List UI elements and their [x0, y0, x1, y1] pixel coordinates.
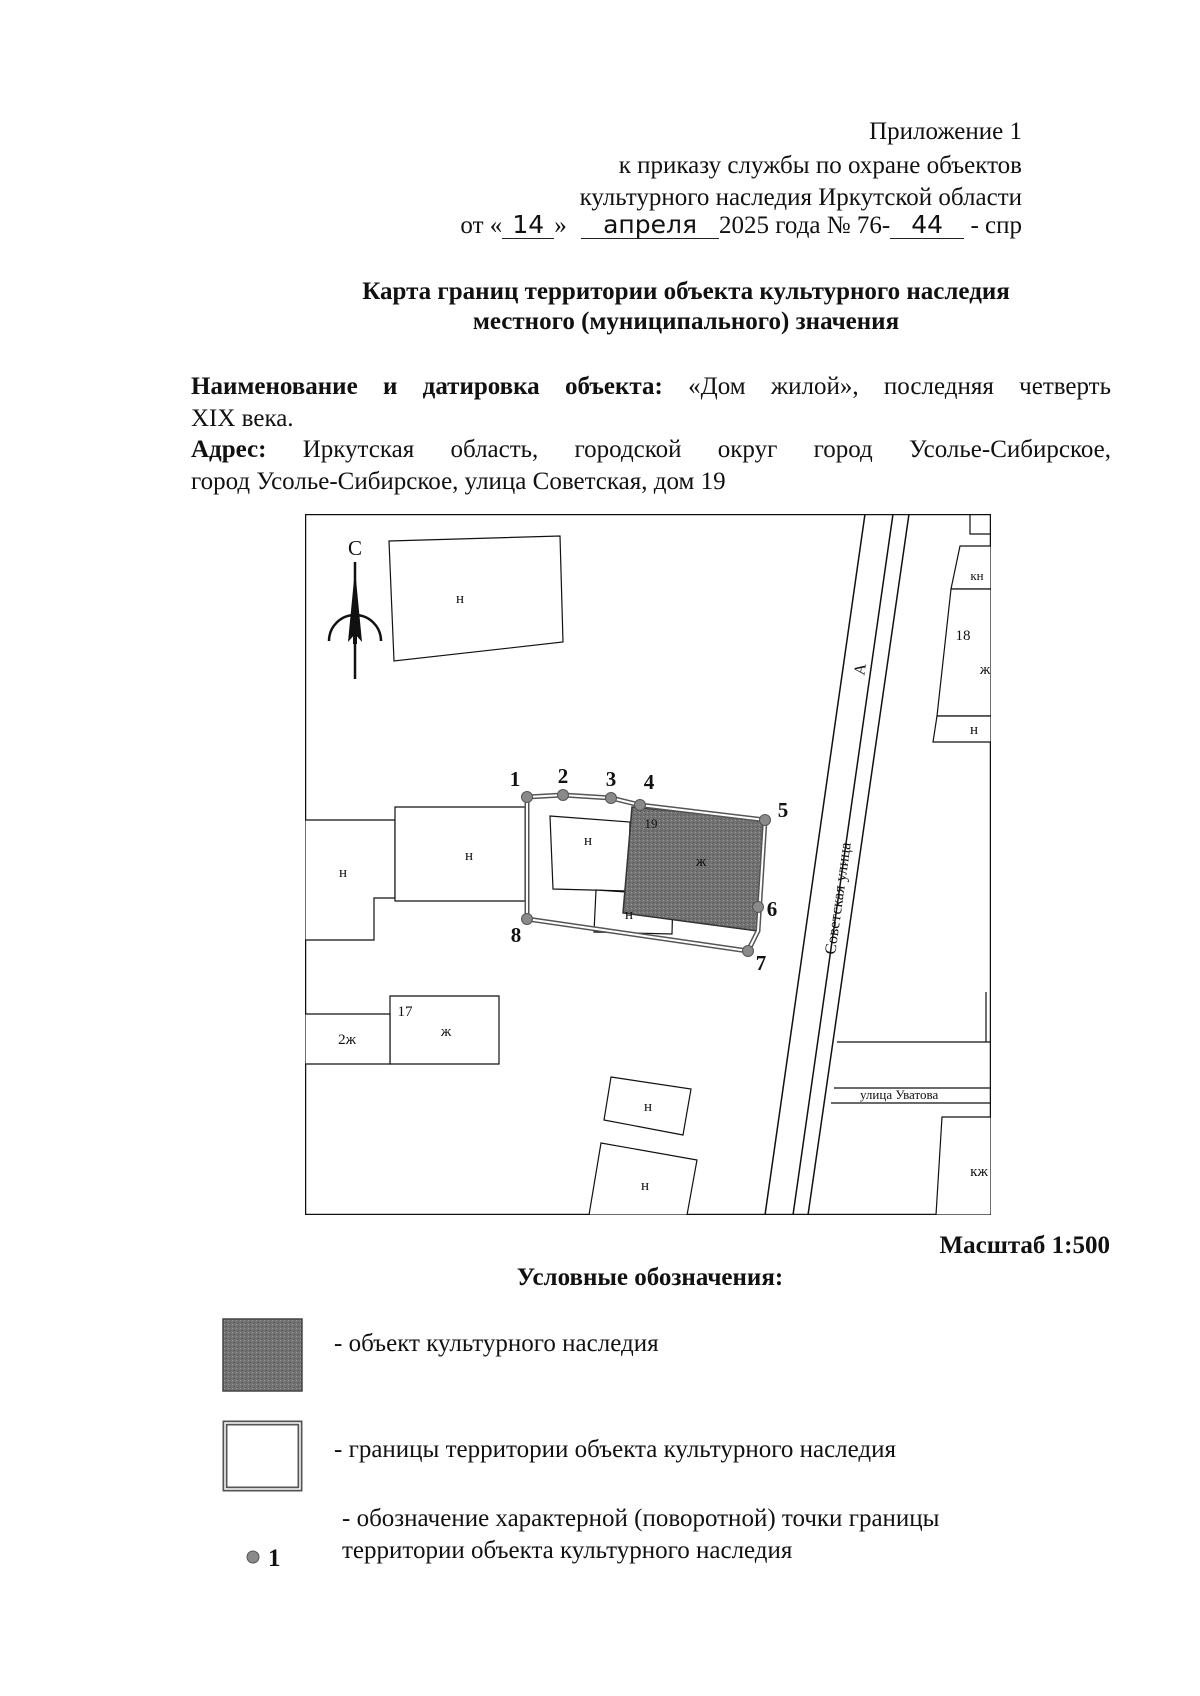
building-right-n [933, 716, 991, 742]
point-3-marker [606, 793, 617, 804]
label-small: н [624, 907, 634, 923]
order-suffix: - спр [970, 212, 1022, 239]
legend-object-swatch [222, 1318, 303, 1392]
issuing-authority-line: культурного наследия Иркутской области [579, 184, 1022, 211]
order-month-handwritten: апреля [581, 212, 719, 239]
legend-point-marker-icon [245, 1549, 261, 1565]
object-address-line1 [191, 433, 1111, 467]
street-mark-a: А [851, 662, 870, 677]
document-title-line1: Карта границ территории объекта культурного наследия [362, 278, 1010, 305]
legend-point-text-line1: - обозначение характерной (поворотной) точки границы [342, 1505, 940, 1532]
label-kn: кн [970, 568, 984, 583]
label-top: н [455, 591, 465, 607]
point-7-marker [743, 946, 754, 957]
point-2-marker [558, 790, 569, 801]
document-title-line2: местного (муниципального) значения [472, 308, 900, 335]
order-prefix: от « [460, 212, 503, 239]
point-2-label: 2 [557, 764, 569, 788]
label-right-n: н [969, 722, 979, 738]
point-7-label: 7 [755, 951, 767, 975]
street-name-uvatova: улица Уватова [860, 1087, 939, 1102]
point-6-label: 6 [766, 897, 778, 921]
point-6-marker [753, 902, 764, 913]
order-day-handwritten: 14 [502, 212, 554, 239]
point-8-marker [522, 914, 533, 925]
point-1-marker [522, 792, 533, 803]
appendix-label: Приложение 1 [869, 118, 1022, 145]
label-18-type: ж [979, 662, 991, 678]
label-kzh: кж [970, 1164, 988, 1180]
order-number-handwritten: 44 [890, 212, 964, 239]
object-name-label: Наименование и датировка объекта: [191, 373, 663, 400]
point-4-marker [635, 800, 646, 811]
object-address-line2: город Усолье-Сибирское, улица Советская, дом 19 [191, 468, 726, 495]
label-18-number: 18 [955, 628, 971, 644]
label-left: н [464, 848, 474, 864]
legend-object-text: - объект культурного наследия [334, 1330, 659, 1357]
point-8-label: 8 [510, 923, 522, 947]
object-name-line1 [191, 370, 1111, 404]
order-date-line [460, 212, 1022, 240]
object-address-label: Адрес: [191, 436, 267, 463]
order-quote-close: » [554, 212, 567, 239]
legend-point-number: 1 [268, 1545, 281, 1572]
building-inner [550, 816, 630, 891]
label-inner: н [583, 833, 593, 849]
label-bottom1: н [643, 1099, 653, 1115]
legend-title: Условные обозначения: [516, 1264, 784, 1291]
label-17-number: 17 [397, 1004, 413, 1020]
label-2zh: 2ж [338, 1032, 356, 1048]
point-4-label: 4 [643, 770, 655, 794]
building-top [389, 536, 563, 661]
point-3-label: 3 [605, 767, 617, 791]
building-left [395, 807, 525, 901]
label-object-number: 19 [644, 816, 658, 831]
north-label: С [347, 536, 363, 560]
point-5-label: 5 [777, 798, 789, 822]
legend-point-text-line2: территории объекта культурного наследия [342, 1537, 793, 1564]
label-bottom2: н [640, 1178, 650, 1194]
point-5-marker [760, 815, 771, 826]
map-scale: Масштаб 1:500 [939, 1232, 1110, 1259]
boundary-map [305, 514, 991, 1215]
order-year-text: 2025 года № 76- [719, 212, 891, 239]
order-reference-line: к приказу службы по охране объектов [618, 152, 1022, 179]
object-name-value: «Дом жилой», последняя четверть [688, 373, 1112, 400]
street-name-sovetskaya: Советская улица [822, 841, 855, 956]
object-address-value: Иркутская область, городской округ город Усолье-Сибирское, [302, 436, 1111, 463]
legend-boundary-swatch [222, 1420, 303, 1492]
label-17-type: ж [440, 1024, 452, 1040]
object-name-line2: XIX века. [191, 405, 294, 432]
label-object-type: ж [695, 854, 707, 870]
label-left2: н [338, 865, 348, 881]
point-1-label: 1 [509, 767, 521, 791]
legend-boundary-text: - границы территории объекта культурного наследия [334, 1436, 897, 1463]
